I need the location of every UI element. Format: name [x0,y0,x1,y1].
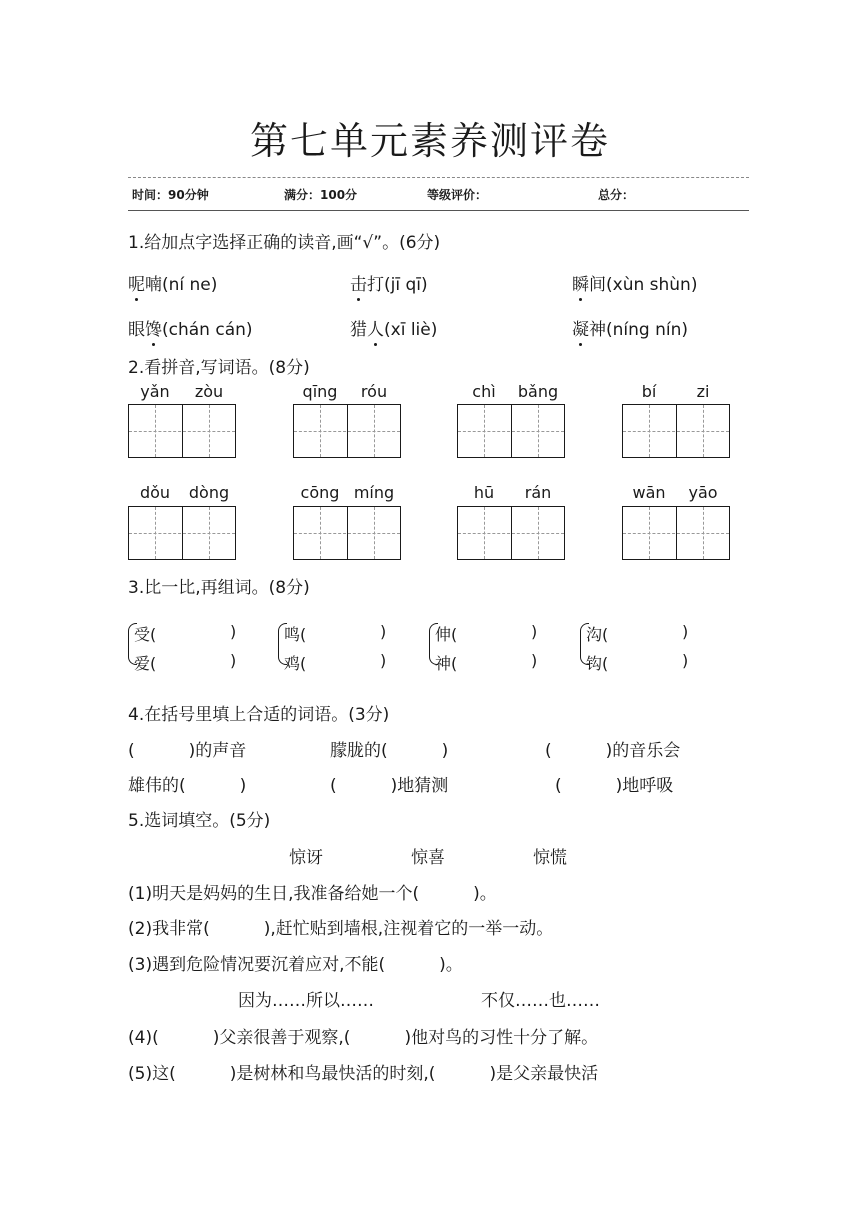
pinyin: yāo [688,483,718,502]
compare-char: 钩( [586,654,609,673]
dotted-char: 呢 [128,270,145,295]
fill-sentence: (2)我非常( ),赶忙贴到墙根,注视着它的一举一动。 [128,919,554,939]
q2-heading: 2.看拼音,写词语。(8分) [128,358,310,378]
pinyin: bǎng [517,382,559,401]
pinyin-options: (jī qī) [384,275,428,295]
q1-item [128,270,217,295]
page-title: 第七单元素养测评卷 [249,119,610,163]
q1-item [128,315,253,340]
pinyin-options: (xī liè) [384,320,438,340]
word-option: 不仅……也…… [481,991,600,1011]
close-paren: ) [230,651,237,670]
compare-char: 沟( [586,625,609,644]
writing-box[interactable] [622,404,730,458]
writing-box[interactable] [457,506,565,560]
char: 猎 [350,320,367,340]
pinyin-options: (xùn shùn) [606,275,698,295]
writing-box[interactable] [457,404,565,458]
char: 打 [367,275,384,295]
char: 间 [589,275,606,295]
pinyin: wān [632,483,666,502]
pinyin: yǎn [140,382,170,401]
dotted-char: 人 [367,315,384,340]
close-paren: ) [682,651,689,670]
info-grade: 等级评价： [427,188,488,202]
pinyin: bí [641,382,657,401]
q5-heading: 5.选词填空。(5分) [128,811,271,831]
fill-phrase: 朦胧的( ) [330,741,449,761]
word-option: 惊讶 [289,848,323,868]
q1-item [350,315,437,340]
info-total: 总分： [598,188,635,202]
q1-heading: 1.给加点字选择正确的读音,画“√”。(6分) [128,233,441,253]
compare-char: 伸( [435,625,458,644]
pinyin: qīng [302,382,338,401]
info-time: 时间：90分钟 [132,188,209,202]
char: 喃 [145,275,162,295]
dotted-char: 击 [350,270,367,295]
fill-phrase: ( )的音乐会 [545,741,681,761]
q1-item [350,270,428,295]
compare-word [284,622,387,645]
word-option: 因为……所以…… [238,991,374,1011]
fill-sentence: (1)明天是妈妈的生日,我准备给她一个( )。 [128,884,497,904]
pinyin: míng [353,483,395,502]
pinyin: cōng [300,483,340,502]
q1-item [572,270,697,295]
pinyin: zi [696,382,710,401]
word-option: 惊慌 [533,848,567,868]
close-paren: ) [531,622,538,641]
compare-char: 受( [134,625,157,644]
fill-sentence: (3)遇到危险情况要沉着应对,不能( )。 [128,955,463,975]
fill-phrase: ( )的声音 [128,741,247,761]
writing-box[interactable] [622,506,730,560]
word-option: 惊喜 [411,848,445,868]
divider-solid [128,210,749,211]
compare-word [435,622,538,645]
dotted-char: 瞬 [572,270,589,295]
compare-char: 神( [435,654,458,673]
pinyin-options: (chán cán) [162,320,253,340]
fill-phrase: 雄伟的( ) [128,776,247,796]
writing-box[interactable] [293,506,401,560]
q4-heading: 4.在括号里填上合适的词语。(3分) [128,705,390,725]
char: 神 [589,320,606,340]
compare-word [435,651,538,674]
q3-heading: 3.比一比,再组词。(8分) [128,578,310,598]
pinyin: chì [472,382,496,401]
pinyin: róu [360,382,388,401]
divider-dashed [128,177,749,178]
pinyin: hū [473,483,495,502]
fill-sentence: (5)这( )是树林和鸟最快活的时刻,( )是父亲最快活 [128,1064,599,1084]
dotted-char: 馋 [145,315,162,340]
close-paren: ) [380,651,387,670]
pinyin-options: (níng nín) [606,320,689,340]
writing-box[interactable] [128,404,236,458]
close-paren: ) [531,651,538,670]
pinyin: zòu [194,382,224,401]
compare-word [134,651,237,674]
close-paren: ) [230,622,237,641]
compare-char: 鸡( [284,654,307,673]
dotted-char: 凝 [572,315,589,340]
pinyin-options: (ní ne) [162,275,218,295]
compare-word [134,622,237,645]
compare-word [586,651,689,674]
fill-sentence: (4)( )父亲很善于观察,( )他对鸟的习性十分了解。 [128,1028,599,1048]
char: 眼 [128,320,145,340]
compare-word [586,622,689,645]
writing-box[interactable] [128,506,236,560]
compare-word [284,651,387,674]
info-score: 满分：100分 [284,188,358,202]
compare-char: 鸣( [284,625,307,644]
close-paren: ) [682,622,689,641]
pinyin: dòng [188,483,230,502]
close-paren: ) [380,622,387,641]
pinyin: rán [524,483,552,502]
pinyin: dǒu [139,483,171,502]
q1-item [572,315,688,340]
fill-phrase: ( )地猜测 [330,776,449,796]
writing-box[interactable] [293,404,401,458]
compare-char: 爱( [134,654,157,673]
fill-phrase: ( )地呼吸 [555,776,674,796]
